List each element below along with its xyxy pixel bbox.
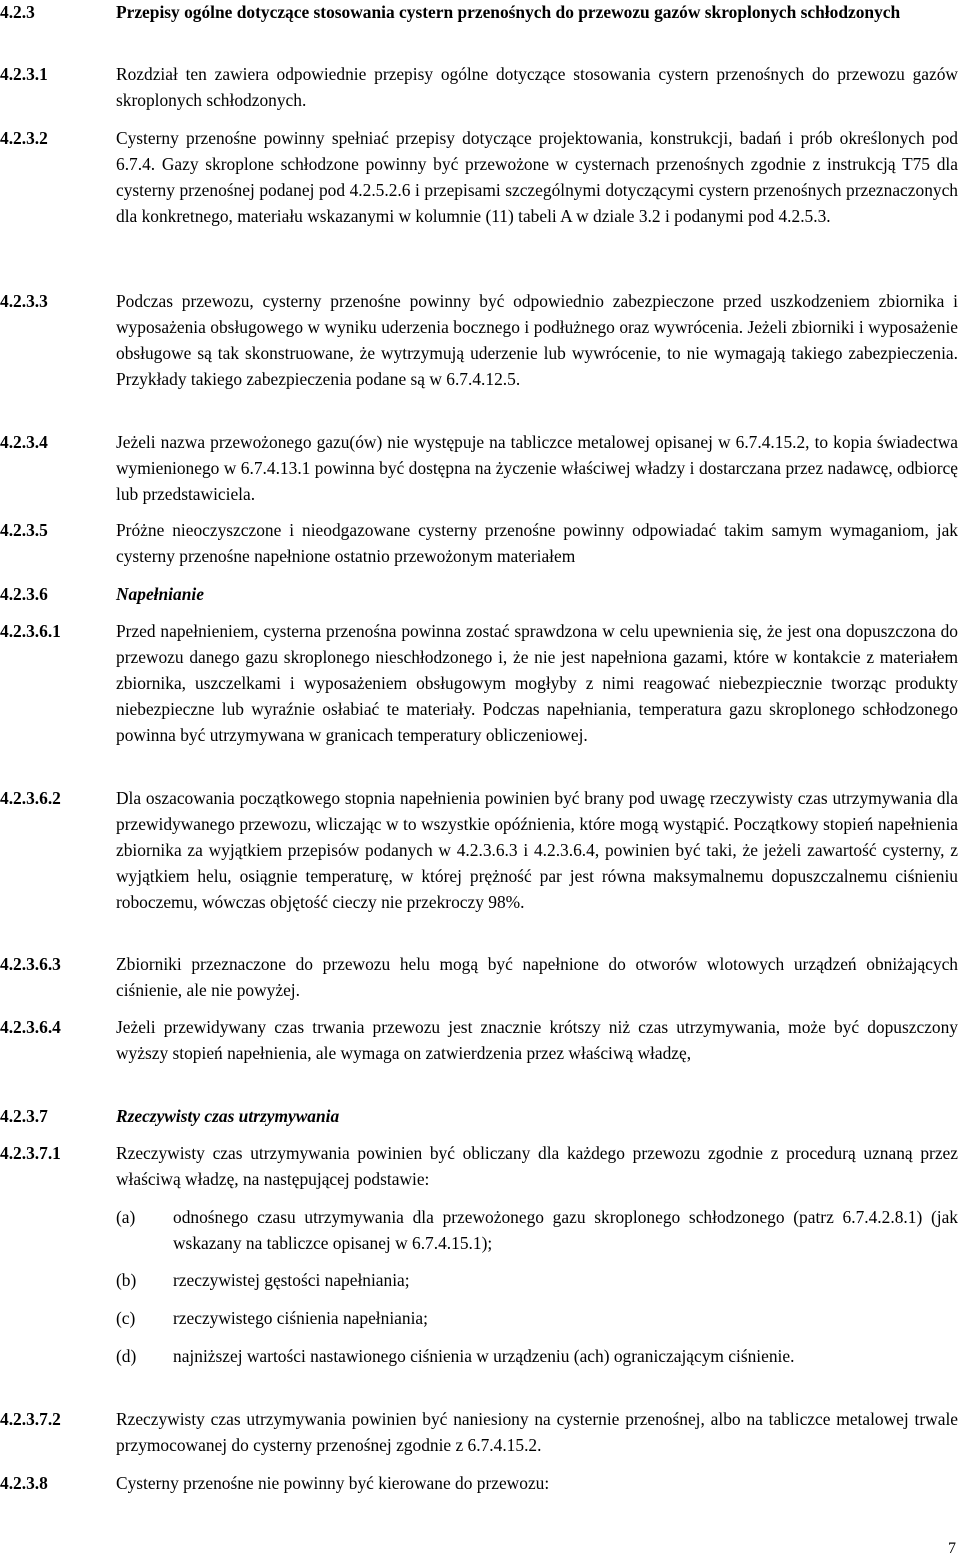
section-heading: Rzeczywisty czas utrzymywania (116, 1106, 340, 1126)
section-number: 4.2.3.2 (0, 128, 48, 148)
section-text: Przed napełnieniem, cysterna przenośna powinna zostać sprawdzona w celu upewnienia się, że jest ona dopuszczona do przewozu danego gazu skroplonego nieschłodzonego i, że nie jest napełniona gazami, które w kontakcie z materiałem zbiornika, uszczelkami i wyposażeniem obsługowym mogłyby z nimi reagować niebezpiecznie tworząc produkty niebezpieczne lub wyraźnie osłabiać te materiały. Podczas napełniania, temperatura gazu skroplonego schłodzonego powinna być utrzymywana w granicach temperatury obliczeniowej. (116, 621, 958, 745)
section-text: Jeżeli nazwa przewożonego gazu(ów) nie występuje na tabliczce metalowej opisanej w 6.7.4.15.2, to kopia świadectwa wymienionego w 6.7.4.13.1 powinna być dostępna na życzenie właściwej władzy i dostarczana przez nadawcę, odbiorcę lub przedstawiciela. (116, 432, 958, 504)
section-heading: Napełnianie (116, 584, 204, 604)
section-number: 4.2.3.6 (0, 584, 48, 604)
section-number: 4.2.3.8 (0, 1473, 48, 1493)
section-number: 4.2.3.6.2 (0, 788, 61, 808)
section-text: Jeżeli przewidywany czas trwania przewozu jest znacznie krótszy niż czas utrzymywania, może być dopuszczony wyższy stopień napełnienia, ale wymaga on zatwierdzenia przez właściwą władzę, (116, 1017, 958, 1063)
list-text: odnośnego czasu utrzymywania dla przewożonego gazu skroplonego schłodzonego (patrz 6.7.4.2.8.1) (jak wskazany na tabliczce opisanej w 6.7.4.15.1); (173, 1207, 958, 1253)
section-text: Rzeczywisty czas utrzymywania powinien być naniesiony na cysternie przenośnej, albo na tabliczce metalowej trwale przymocowanej do cysterny przenośnej zgodnie z 6.7.4.15.2. (116, 1409, 958, 1455)
section-number: 4.2.3.6.4 (0, 1017, 61, 1037)
page-number: 7 (948, 1540, 956, 1557)
section-text: Podczas przewozu, cysterny przenośne powinny być odpowiednio zabezpieczone przed uszkodzeniem zbiornika i wyposażenia obsługowego w wyniku uderzenia bocznego i podłużnego oraz wywrócenia. Jeżeli zbiorniki i wyposażenie obsługowe są tak skonstruowane, że wytrzymują uderzenie lub wywrócenie, to nie wymagają takiego zabezpieczenia. Przykłady takiego zabezpieczenia podane są w 6.7.4.12.5. (116, 291, 958, 389)
list-text: rzeczywistego ciśnienia napełniania; (173, 1308, 428, 1328)
section-number: 4.2.3.5 (0, 520, 48, 540)
section-text: Cysterny przenośne nie powinny być kierowane do przewozu: (116, 1473, 550, 1493)
section-number: 4.2.3.1 (0, 64, 48, 84)
section-number: 4.2.3.4 (0, 432, 48, 452)
list-label: (b) (116, 1270, 137, 1290)
section-text: Zbiorniki przeznaczone do przewozu helu mogą być napełnione do otworów wlotowych urządzeń obniżających ciśnienie, ale nie powyżej. (116, 954, 958, 1000)
section-text: Rzeczywisty czas utrzymywania powinien być obliczany dla każdego przewozu zgodnie z procedurą uznaną przez właściwą władzę, na następującej podstawie: (116, 1143, 958, 1189)
list-label: (c) (116, 1308, 136, 1328)
list-text: najniższej wartości nastawionego ciśnienia w urządzeniu (ach) ograniczającym ciśnienie. (173, 1346, 795, 1366)
section-number: 4.2.3.7.1 (0, 1143, 61, 1163)
section-heading: Przepisy ogólne dotyczące stosowania cystern przenośnych do przewozu gazów skroplonych schłodzonych (116, 2, 901, 22)
section-number: 4.2.3 (0, 2, 35, 22)
section-text: Rozdział ten zawiera odpowiednie przepisy ogólne dotyczące stosowania cystern przenośnych do przewozu gazów skroplonych schłodzonych. (116, 64, 958, 110)
list-text: rzeczywistej gęstości napełniania; (173, 1270, 410, 1290)
section-number: 4.2.3.6.3 (0, 954, 61, 974)
section-number: 4.2.3.7.2 (0, 1409, 61, 1429)
section-text: Dla oszacowania początkowego stopnia napełnienia powinien być brany pod uwagę rzeczywisty czas utrzymywania dla przewidywanego przewozu, wliczając w to wszystkie opóźnienia, które mogą wystąpić. Początkowy stopień napełnienia zbiornika za wyjątkiem przepisów podanych w 4.2.3.6.3 i 4.2.3.6.4, powinien być taki, że jeżeli zawartość cysterny, z wyjątkiem helu, osiągnie temperaturę, w której prężność par jest równa maksymalnemu dopuszczalnemu ciśnieniu roboczemu, wówczas objętość cieczy nie przekroczy 98%. (116, 788, 958, 912)
section-number: 4.2.3.3 (0, 291, 48, 311)
list-label: (d) (116, 1346, 137, 1366)
section-text: Cysterny przenośne powinny spełniać przepisy dotyczące projektowania, konstrukcji, badań i prób określonych pod 6.7.4. Gazy skroplone schłodzone powinny być przewożone w cysternach przenośnych zgodnie z instrukcją T75 dla cysterny przenośnej podanej pod 4.2.5.2.6 i przepisami szczególnymi dotyczącymi cystern przenośnych przeznaczonych dla konkretnego, materiału wskazanymi w kolumnie (11) tabeli A w dziale 3.2 i podanymi pod 4.2.5.3. (116, 128, 958, 226)
section-text: Próżne nieoczyszczone i nieodgazowane cysterny przenośne powinny odpowiadać takim samym wymaganiom, jak cysterny przenośne napełnione ostatnio przewożonym materiałem (116, 520, 958, 566)
list-label: (a) (116, 1207, 136, 1227)
section-number: 4.2.3.6.1 (0, 621, 61, 641)
section-number: 4.2.3.7 (0, 1106, 48, 1126)
